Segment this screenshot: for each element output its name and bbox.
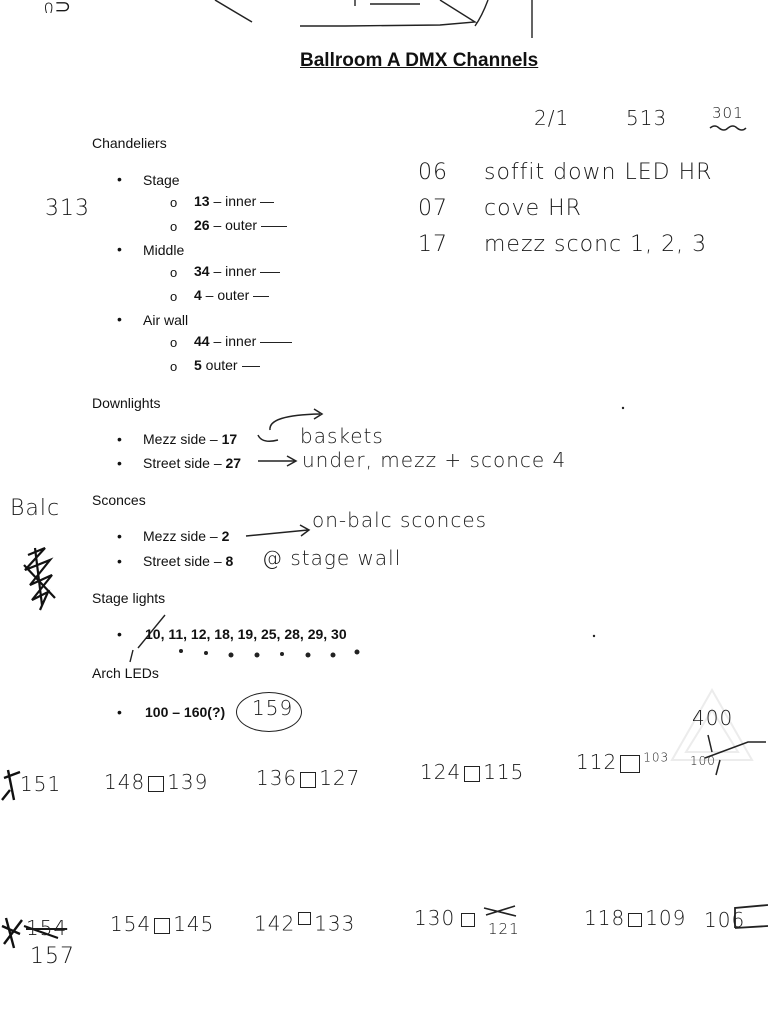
row2-106: 106 xyxy=(704,908,746,932)
handwritten-baskets: baskets xyxy=(300,424,384,448)
row1-100: 100 xyxy=(690,754,716,768)
note-text-06: soffit down LED HR xyxy=(484,160,713,185)
item-stage: Stage xyxy=(143,172,180,188)
row2-157: 157 xyxy=(30,944,75,969)
item-middle: Middle xyxy=(143,242,185,258)
note-text-17: mezz sconc 1, 2, 3 xyxy=(484,232,708,257)
sub-bullet: o xyxy=(170,335,178,350)
handwritten-313: 313 xyxy=(45,196,90,221)
note-num-07: 07 xyxy=(418,196,448,221)
downlights-street: Street side – 27 xyxy=(143,455,242,471)
sub-bullet: o xyxy=(170,219,178,234)
row1-112: 112 $^{103}$ xyxy=(576,750,670,774)
bullet: • xyxy=(117,455,122,471)
item-air-wall: Air wall xyxy=(143,312,189,328)
bullet: • xyxy=(117,626,122,642)
row1-148: 148 139 xyxy=(104,770,209,794)
row2-130: 130 xyxy=(414,906,481,930)
row1-151: 151 xyxy=(20,772,62,796)
row2-154: 154 145 xyxy=(110,912,215,936)
handwritten-under-mezz: under, mezz + sconce 4 xyxy=(302,448,567,472)
handwritten-on-balc: on-balc sconces xyxy=(312,508,488,532)
sub-bullet: o xyxy=(170,195,178,210)
bullet: • xyxy=(117,553,122,569)
handwritten-stage-wall: @ stage wall xyxy=(262,546,402,570)
bullet: • xyxy=(117,704,122,720)
stage-light-channels: 10, 11, 12, 18, 19, 25, 28, 29, 30 xyxy=(145,626,347,642)
handwritten-301: 301 xyxy=(712,104,744,122)
handwritten-159: 159 xyxy=(252,696,294,720)
handwritten-513: 513 xyxy=(626,106,668,130)
airwall-outer: 5 outer xyxy=(194,357,260,373)
sub-bullet: o xyxy=(170,289,178,304)
arch-led-range: 100 – 160(?) xyxy=(145,704,226,720)
sub-bullet: o xyxy=(170,359,178,374)
heading-chandeliers: Chandeliers xyxy=(92,135,167,151)
row2-121: 121 xyxy=(488,920,520,938)
handwritten-400: 400 xyxy=(692,706,734,730)
sconces-mezz: Mezz side – 2 xyxy=(143,528,230,544)
bullet: • xyxy=(117,528,122,544)
middle-outer: 4 – outer xyxy=(194,287,269,303)
heading-downlights: Downlights xyxy=(92,395,161,411)
heading-sconces: Sconces xyxy=(92,492,146,508)
note-num-06: 06 xyxy=(418,160,448,185)
handwritten-top-fragment: ი⊃ xyxy=(44,0,73,18)
bullet: • xyxy=(117,241,122,257)
bullet: • xyxy=(117,431,122,447)
row2-142: 142 133 xyxy=(254,911,356,936)
row1-124: 124 115 xyxy=(420,760,525,784)
note-num-17: 17 xyxy=(418,232,448,257)
page-title: Ballroom A DMX Channels xyxy=(300,50,539,71)
bullet: • xyxy=(117,171,122,187)
bullet: • xyxy=(117,311,122,327)
note-text-07: cove HR xyxy=(484,196,582,221)
downlights-mezz: Mezz side – 17 xyxy=(143,431,238,447)
heading-arch-leds: Arch LEDs xyxy=(92,665,159,681)
stage-inner: 13 – inner xyxy=(194,193,274,209)
sconces-street: Street side – 8 xyxy=(143,553,234,569)
heading-stage-lights: Stage lights xyxy=(92,590,166,606)
handwritten-2-1: 2/1 xyxy=(534,106,570,130)
middle-inner: 34 – inner xyxy=(194,263,280,279)
row1-136: 136 127 xyxy=(256,766,361,790)
airwall-inner: 44 – inner xyxy=(194,333,292,349)
handwritten-balc: Balc xyxy=(10,496,61,521)
stage-outer: 26 – outer xyxy=(194,217,287,233)
row2-struck: 154 xyxy=(26,916,68,940)
sub-bullet: o xyxy=(170,265,178,280)
row2-118: 118 109 xyxy=(584,906,687,930)
